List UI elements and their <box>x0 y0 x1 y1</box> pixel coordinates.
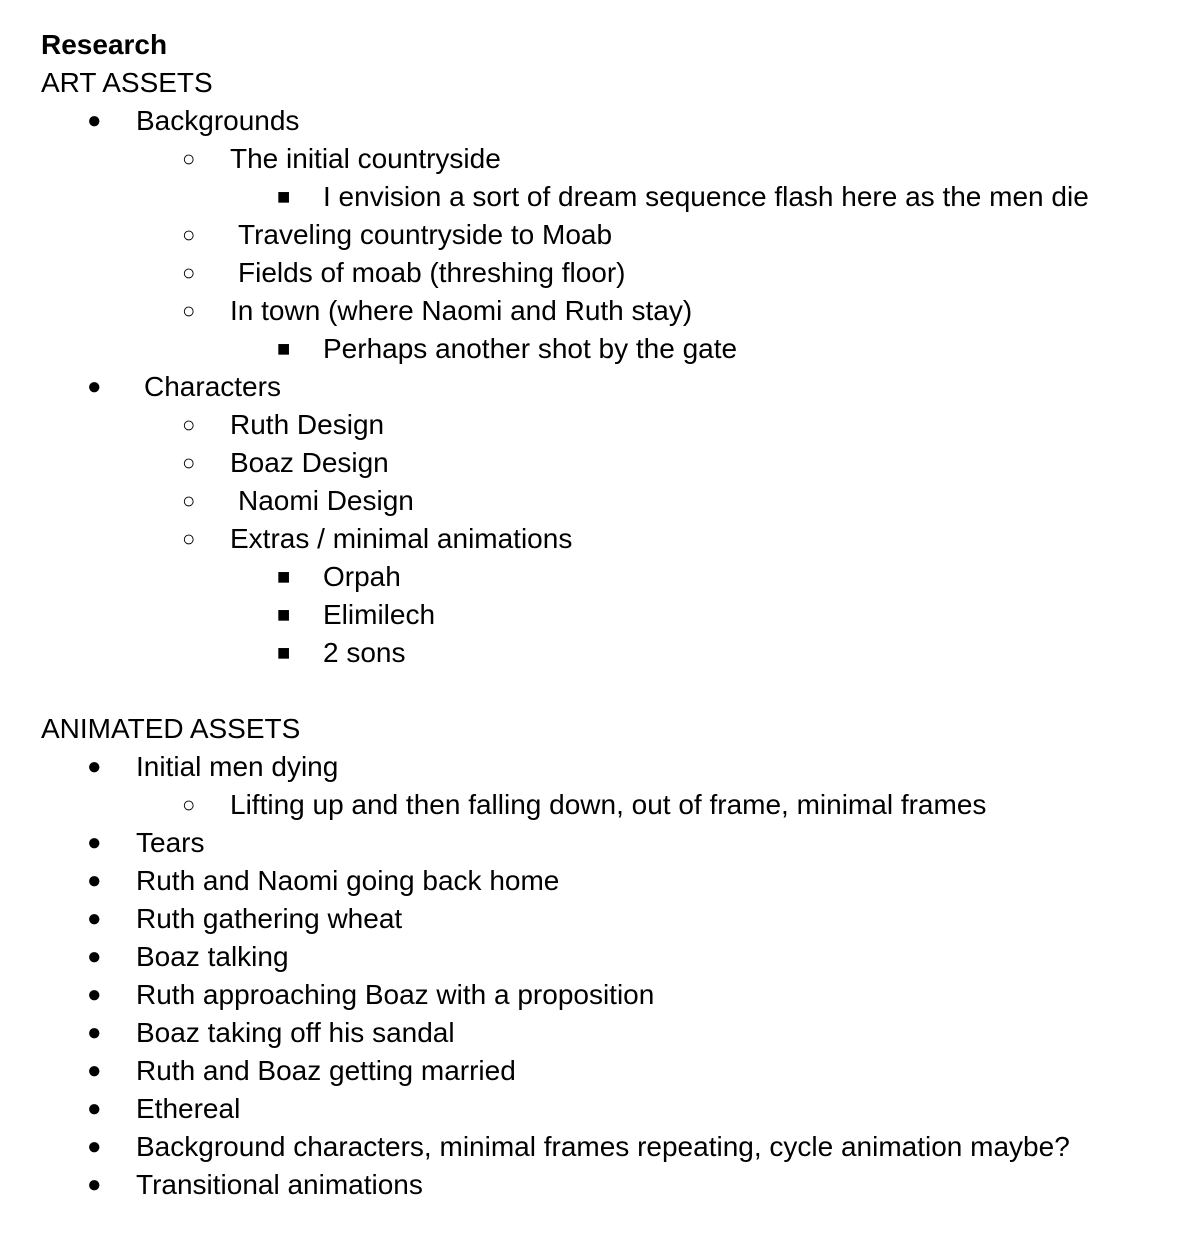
list-item-text: Ruth Design <box>230 409 385 440</box>
list-item <box>0 786 1200 824</box>
list-item-text: Initial men dying <box>136 751 339 782</box>
list-item <box>0 1090 1200 1128</box>
list-item <box>0 824 1200 862</box>
list-item <box>0 634 1200 672</box>
list-item <box>0 292 1200 330</box>
list-item-text: Background characters, minimal frames repeating, cycle animation maybe? <box>136 1131 1070 1162</box>
document-title: Research <box>41 29 168 60</box>
list-item-text: Traveling countryside to Moab <box>238 219 613 250</box>
list-item-text: The initial countryside <box>230 143 501 174</box>
bullet-level-2-icon: ○ <box>182 222 196 247</box>
list-item <box>0 368 1200 406</box>
list-item-text: 2 sons <box>323 637 406 668</box>
bullet-level-3-icon: ■ <box>277 184 291 209</box>
section-heading: ANIMATED ASSETS <box>41 713 301 744</box>
list-item-text: Ruth and Boaz getting married <box>136 1055 516 1086</box>
list-item <box>0 938 1200 976</box>
list-item <box>0 444 1200 482</box>
list-item <box>0 254 1200 292</box>
list-item-text: Backgrounds <box>136 105 300 136</box>
list-item-text: Lifting up and then falling down, out of frame, minimal frames <box>230 789 987 820</box>
list-item-text: Extras / minimal animations <box>230 523 573 554</box>
list-item-text: Elimilech <box>323 599 436 630</box>
list-item <box>0 482 1200 520</box>
list-item <box>0 178 1200 216</box>
bullet-level-1-icon: ● <box>87 753 102 780</box>
bullet-level-1-icon: ● <box>87 943 102 970</box>
list-item-text: Boaz Design <box>230 447 389 478</box>
bullet-level-2-icon: ○ <box>182 260 196 285</box>
list-item <box>0 558 1200 596</box>
list-item <box>0 1166 1200 1204</box>
list-item-text: I envision a sort of dream sequence flash here as the men die <box>323 181 1089 212</box>
list-item-text: Tears <box>136 827 205 858</box>
list-item <box>0 900 1200 938</box>
list-item-text: In town (where Naomi and Ruth stay) <box>230 295 693 326</box>
bullet-level-1-icon: ● <box>87 1057 102 1084</box>
document-sections <box>0 64 1200 1204</box>
list-item-text: Ruth gathering wheat <box>136 903 403 934</box>
bullet-level-2-icon: ○ <box>182 298 196 323</box>
list-item-text: Orpah <box>323 561 401 592</box>
list-item-text: Perhaps another shot by the gate <box>323 333 738 364</box>
list-item <box>0 748 1200 786</box>
list-item-text: Ruth approaching Boaz with a proposition <box>136 979 655 1010</box>
blank-line <box>0 672 1200 710</box>
section-heading: ART ASSETS <box>41 67 213 98</box>
bullet-level-3-icon: ■ <box>277 564 291 589</box>
list-item <box>0 406 1200 444</box>
list-item <box>0 1014 1200 1052</box>
list-item-text: Boaz taking off his sandal <box>136 1017 455 1048</box>
bullet-level-3-icon: ■ <box>277 336 291 361</box>
list-item <box>0 1052 1200 1090</box>
bullet-level-1-icon: ● <box>87 373 102 400</box>
list-item-text: Transitional animations <box>136 1169 423 1200</box>
bullet-level-2-icon: ○ <box>182 450 196 475</box>
list-item-text: Ethereal <box>136 1093 241 1124</box>
list-item <box>0 330 1200 368</box>
bullet-level-2-icon: ○ <box>182 146 196 171</box>
bullet-level-2-icon: ○ <box>182 792 196 817</box>
list-item-text: Boaz talking <box>136 941 289 972</box>
bullet-level-2-icon: ○ <box>182 526 196 551</box>
document-body <box>0 26 1200 1204</box>
list-item <box>0 102 1200 140</box>
list-item <box>0 1128 1200 1166</box>
list-item <box>0 596 1200 634</box>
bullet-level-2-icon: ○ <box>182 488 196 513</box>
bullet-level-1-icon: ● <box>87 107 102 134</box>
list-item-text: Characters <box>144 371 281 402</box>
bullet-level-1-icon: ● <box>87 981 102 1008</box>
bullet-level-1-icon: ● <box>87 867 102 894</box>
list-item <box>0 216 1200 254</box>
list-item-text: Fields of moab (threshing floor) <box>238 257 626 288</box>
list-item-text: Ruth and Naomi going back home <box>136 865 560 896</box>
list-item <box>0 862 1200 900</box>
bullet-level-3-icon: ■ <box>277 640 291 665</box>
list-item <box>0 520 1200 558</box>
bullet-level-1-icon: ● <box>87 1133 102 1160</box>
bullet-level-1-icon: ● <box>87 905 102 932</box>
bullet-level-1-icon: ● <box>87 829 102 856</box>
bullet-level-2-icon: ○ <box>182 412 196 437</box>
list-item-text: Naomi Design <box>238 485 414 516</box>
bullet-level-1-icon: ● <box>87 1019 102 1046</box>
list-item <box>0 140 1200 178</box>
bullet-level-1-icon: ● <box>87 1171 102 1198</box>
list-item <box>0 976 1200 1014</box>
bullet-level-3-icon: ■ <box>277 602 291 627</box>
bullet-level-1-icon: ● <box>87 1095 102 1122</box>
